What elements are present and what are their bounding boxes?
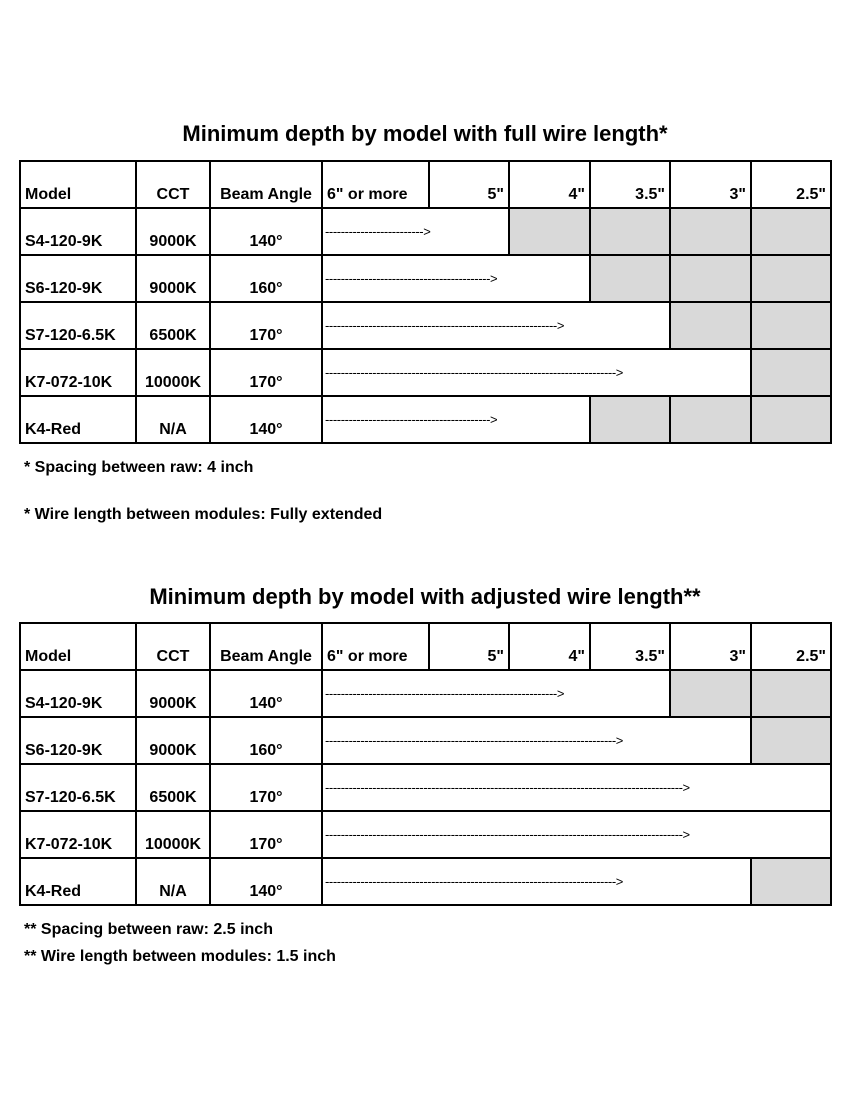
table-header-row [20, 161, 831, 208]
cct-cell: 6500K [136, 764, 210, 811]
header-2-5: 2.5" [751, 623, 831, 670]
table-row [20, 349, 831, 396]
depth-arrow-cell: -----------------------------------------------------------> [322, 670, 670, 717]
header-5: 5" [429, 623, 509, 670]
header-6-or-more: 6" or more [322, 623, 429, 670]
beam-angle-cell: 140° [210, 396, 322, 443]
table-row [20, 811, 831, 858]
model-cell: S6-120-9K [20, 255, 136, 302]
header-beam-angle: Beam Angle [210, 161, 322, 208]
beam-angle-cell: 140° [210, 858, 322, 905]
model-cell: S7-120-6.5K [20, 302, 136, 349]
table-row [20, 396, 831, 443]
shaded-cell [751, 255, 831, 302]
shaded-cell [509, 208, 590, 255]
depth-arrow-cell: --------------------------------------------------------------------------> [322, 717, 751, 764]
cct-cell: 9000K [136, 717, 210, 764]
table-header-row [20, 623, 831, 670]
table-row [20, 764, 831, 811]
beam-angle-cell: 140° [210, 208, 322, 255]
model-cell: K7-072-10K [20, 811, 136, 858]
header-cct: CCT [136, 161, 210, 208]
beam-angle-cell: 170° [210, 302, 322, 349]
table1-title: Minimum depth by model with full wire length* [182, 121, 668, 146]
depth-table-adjusted-wire [19, 622, 832, 906]
header-beam-angle: Beam Angle [210, 623, 322, 670]
model-cell: K7-072-10K [20, 349, 136, 396]
table2-note-spacing: ** Spacing between raw: 2.5 inch [24, 921, 273, 938]
header-3-5: 3.5" [590, 623, 670, 670]
beam-angle-cell: 160° [210, 717, 322, 764]
beam-angle-cell: 160° [210, 255, 322, 302]
shaded-cell [751, 396, 831, 443]
header-3-5: 3.5" [590, 161, 670, 208]
cct-cell: N/A [136, 858, 210, 905]
shaded-cell [751, 208, 831, 255]
table-row [20, 670, 831, 717]
cct-cell: 6500K [136, 302, 210, 349]
shaded-cell [590, 396, 670, 443]
cct-cell: 9000K [136, 255, 210, 302]
depth-arrow-cell: ------------------------------------------> [322, 396, 590, 443]
table-row [20, 208, 831, 255]
shaded-cell [590, 208, 670, 255]
shaded-cell [751, 858, 831, 905]
shaded-cell [670, 255, 751, 302]
header-cct: CCT [136, 623, 210, 670]
beam-angle-cell: 170° [210, 811, 322, 858]
table-row [20, 858, 831, 905]
model-cell: K4-Red [20, 396, 136, 443]
depth-arrow-cell: -------------------------> [322, 208, 509, 255]
table-row [20, 302, 831, 349]
header-model: Model [20, 161, 136, 208]
shaded-cell [670, 396, 751, 443]
depth-arrow-cell: --------------------------------------------------------------------------> [322, 349, 751, 396]
table2-note-wire-length: ** Wire length between modules: 1.5 inch [24, 948, 336, 965]
table-row [20, 717, 831, 764]
table1-note-wire-length: * Wire length between modules: Fully extended [24, 506, 383, 523]
header-model: Model [20, 623, 136, 670]
shaded-cell [751, 670, 831, 717]
shaded-cell [751, 349, 831, 396]
shaded-cell [590, 255, 670, 302]
model-cell: S4-120-9K [20, 670, 136, 717]
cct-cell: 10000K [136, 811, 210, 858]
shaded-cell [670, 670, 751, 717]
depth-arrow-cell: ------------------------------------------> [322, 255, 590, 302]
shaded-cell [670, 302, 751, 349]
header-3: 3" [670, 161, 751, 208]
model-cell: S6-120-9K [20, 717, 136, 764]
shaded-cell [751, 302, 831, 349]
header-5: 5" [429, 161, 509, 208]
model-cell: S4-120-9K [20, 208, 136, 255]
table1-note-spacing: * Spacing between raw: 4 inch [24, 459, 254, 476]
depth-arrow-cell: -------------------------------------------------------------------------------------------> [322, 811, 831, 858]
header-4: 4" [509, 623, 590, 670]
table-row [20, 255, 831, 302]
header-2-5: 2.5" [751, 161, 831, 208]
beam-angle-cell: 170° [210, 349, 322, 396]
shaded-cell [670, 208, 751, 255]
depth-arrow-cell: --------------------------------------------------------------------------> [322, 858, 751, 905]
header-6-or-more: 6" or more [322, 161, 429, 208]
header-4: 4" [509, 161, 590, 208]
header-3: 3" [670, 623, 751, 670]
beam-angle-cell: 140° [210, 670, 322, 717]
model-cell: S7-120-6.5K [20, 764, 136, 811]
model-cell: K4-Red [20, 858, 136, 905]
cct-cell: 10000K [136, 349, 210, 396]
table2-title: Minimum depth by model with adjusted wire length** [149, 584, 701, 609]
beam-angle-cell: 170° [210, 764, 322, 811]
shaded-cell [751, 717, 831, 764]
cct-cell: 9000K [136, 670, 210, 717]
cct-cell: 9000K [136, 208, 210, 255]
depth-arrow-cell: -----------------------------------------------------------> [322, 302, 670, 349]
cct-cell: N/A [136, 396, 210, 443]
depth-table-full-wire [19, 160, 832, 444]
depth-arrow-cell: -------------------------------------------------------------------------------------------> [322, 764, 831, 811]
